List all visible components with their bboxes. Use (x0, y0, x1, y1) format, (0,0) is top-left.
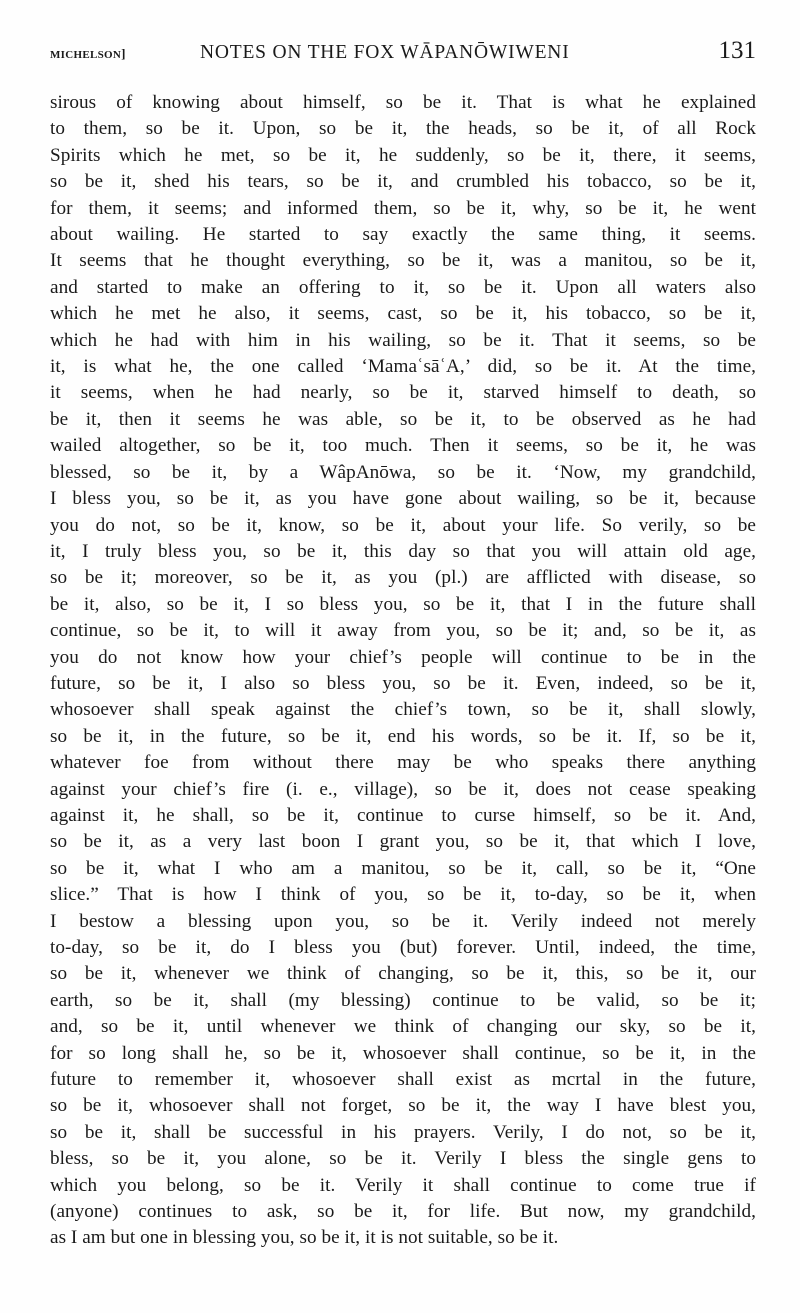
text-line: future to remember it, whosoever shall exist as mcrtal in the future, (50, 1069, 756, 1091)
text-line: which he met he also, it seems, cast, so be it, his tobacco, so be it, (50, 303, 756, 325)
running-head-title: NOTES ON THE FOX WĀPANŌWIWENI (200, 42, 570, 63)
text-line: so be it, whenever we think of changing, so be it, this, so be it, our (50, 963, 756, 985)
text-line: so be it, in the future, so be it, end his words, so be it. If, so be it, (50, 725, 756, 747)
text-line: future, so be it, I also so bless you, so be it. Even, indeed, so be it, (50, 672, 756, 694)
text-line: be it, also, so be it, I so bless you, so be it, that I in the future shall (50, 593, 756, 615)
text-line: so be it, shed his tears, so be it, and crumbled his tobacco, so be it, (50, 171, 756, 193)
text-line: so be it, shall be successful in his prayers. Verily, I do not, so be it, (50, 1121, 756, 1143)
text-line: so be it, as a very last boon I grant you, so be it, that which I love, (50, 831, 756, 853)
text-line: for them, it seems; and informed them, so be it, why, so be it, he went (50, 197, 756, 219)
text-line: earth, so be it, shall (my blessing) continue to be valid, so be it; (50, 989, 756, 1011)
text-line: against your chief’s fire (i. e., village), so be it, does not cease speaking (50, 778, 756, 800)
text-line: I bless you, so be it, as you have gone about wailing, so be it, because (50, 488, 756, 510)
text-line: I bestow a blessing upon you, so be it. Verily indeed not merely (50, 910, 756, 932)
text-line: which you belong, so be it. Verily it shall continue to come true if (50, 1174, 756, 1196)
text-line: to them, so be it. Upon, so be it, the heads, so be it, of all Rock (50, 118, 756, 140)
text-line: it, is what he, the one called ‘MamaʿsāʿA,’ did, so be it. At the time, (50, 356, 756, 378)
text-line: it seems, when he had nearly, so be it, starved himself to death, so (50, 382, 756, 404)
text-line: blessed, so be it, by a WâpAnōwa, so be it. ‘Now, my grandchild, (50, 461, 756, 483)
text-line: so be it; moreover, so be it, as you (pl.) are afflicted with disease, so (50, 567, 756, 589)
text-line: sirous of knowing about himself, so be it. That is what he explained (50, 92, 756, 113)
text-line: be it, then it seems he was able, so be it, to be observed as he had (50, 408, 756, 430)
text-line: whatever foe from without there may be who speaks there anything (50, 752, 756, 774)
text-line: you do not, so be it, know, so be it, about your life. So verily, so be (50, 514, 756, 536)
page-number: 131 (718, 37, 756, 64)
text-line: it, I truly bless you, so be it, this day so that you will attain old age, (50, 540, 756, 562)
running-head (50, 38, 756, 72)
text-line: about wailing. He started to say exactly the same thing, it seems. (50, 224, 756, 246)
text-line: which he had with him in his wailing, so be it. That it seems, so be (50, 329, 756, 351)
author-bracket: ] (121, 46, 126, 61)
text-line: to-day, so be it, do I bless you (but) forever. Until, indeed, the time, (50, 937, 756, 958)
text-line: continue, so be it, to will it away from you, so be it; and, so be it, as (50, 620, 756, 642)
text-line: and, so be it, until whenever we think of changing our sky, so be it, (50, 1016, 756, 1038)
text-line: you do not know how your chief’s people will continue to be in the (50, 646, 756, 668)
text-line: (anyone) continues to ask, so be it, for life. But now, my grandchild, (50, 1201, 756, 1223)
text-line: as I am but one in blessing you, so be it, it is not suitable, so be it. (50, 1227, 559, 1249)
running-head-author (50, 46, 126, 62)
text-line: It seems that he thought everything, so be it, was a manitou, so be it, (50, 250, 756, 272)
text-line: so be it, what I who am a manitou, so be it, call, so be it, “One (50, 857, 756, 879)
text-line: and started to make an offering to it, so be it. Upon all waters also (50, 276, 756, 298)
text-line: bless, so be it, you alone, so be it. Verily I bless the single gens to (50, 1148, 756, 1170)
text-line: against it, he shall, so be it, continue to curse himself, so be it. And, (50, 804, 756, 826)
text-line: so be it, whosoever shall not forget, so be it, the way I have blest you, (50, 1095, 756, 1117)
body-paragraph (50, 90, 756, 1252)
text-line: slice.” That is how I think of you, so be it, to-day, so be it, when (50, 884, 756, 906)
text-line: for so long shall he, so be it, whosoever shall continue, so be it, in the (50, 1042, 756, 1064)
text-line: whosoever shall speak against the chief’s town, so be it, shall slowly, (50, 699, 756, 721)
text-line: Spirits which he met, so be it, he suddenly, so be it, there, it seems, (50, 144, 756, 166)
author-name: MICHELSON (50, 49, 122, 61)
text-line: wailed altogether, so be it, too much. Then it seems, so be it, he was (50, 435, 756, 457)
